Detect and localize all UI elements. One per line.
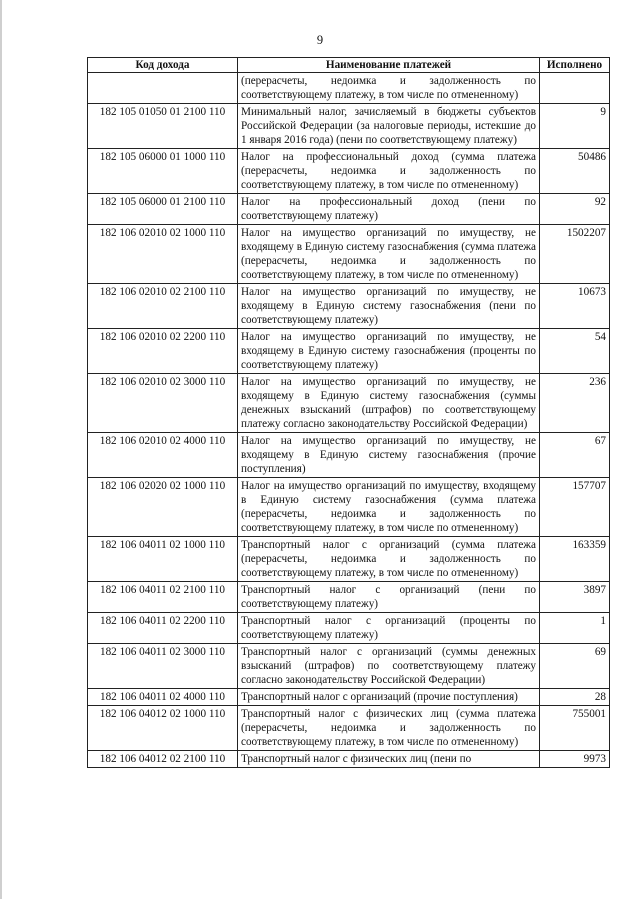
name-cell: Транспортный налог с организаций (сумма платежа (перерасчеты, недоимка и задолженность по соответствующему платежу, в том числе по отмененному) — [238, 537, 540, 582]
code-cell: 182 105 06000 01 1000 110 — [88, 149, 238, 194]
code-cell: 182 106 04011 02 4000 110 — [88, 689, 238, 706]
code-cell — [88, 73, 238, 104]
done-cell: 67 — [540, 433, 610, 478]
header-done: Исполнено — [540, 58, 610, 73]
done-cell: 1502207 — [540, 225, 610, 284]
done-cell: 69 — [540, 644, 610, 689]
code-cell: 182 106 04011 02 1000 110 — [88, 537, 238, 582]
scan-edge — [0, 0, 2, 899]
name-cell: Транспортный налог с организаций (суммы денежных взысканий (штрафов) по соответствующему платежу согласно законодательству Российской Федерации) — [238, 644, 540, 689]
name-cell: Минимальный налог, зачисляемый в бюджеты субъектов Российской Федерации (за налоговые периоды, истекшие до 1 января 2016 года) (пени по соответствующему платежу) — [238, 104, 540, 149]
header-name: Наименование платежей — [238, 58, 540, 73]
name-cell: Налог на имущество организаций по имуществу, входящему в Единую систему газоснабжения (сумма платежа (перерасчеты, недоимка и задолженность по соответствующему платежу, в том числе по отмененному) — [238, 478, 540, 537]
table-row — [88, 433, 610, 478]
code-cell: 182 106 02020 02 1000 110 — [88, 478, 238, 537]
name-cell: Налог на имущество организаций по имуществу, не входящему в Единую систему газоснабжения (суммы денежных взысканий (штрафов) по соответствующему платежу согласно законодательству Российской Федерации) — [238, 374, 540, 433]
code-cell: 182 106 04011 02 3000 110 — [88, 644, 238, 689]
code-cell: 182 106 02010 02 1000 110 — [88, 225, 238, 284]
table-row — [88, 751, 610, 768]
header-row — [88, 58, 610, 73]
name-cell: Транспортный налог с организаций (пени по соответствующему платежу) — [238, 582, 540, 613]
table-row — [88, 284, 610, 329]
name-cell: Налог на имущество организаций по имуществу, не входящему в Единую систему газоснабжения (сумма платежа (перерасчеты, недоимка и задолженность по соответствующему платежу, в том числе по отмененному) — [238, 225, 540, 284]
table-row — [88, 706, 610, 751]
table-row — [88, 613, 610, 644]
page-number: 9 — [316, 33, 324, 47]
done-cell: 9 — [540, 104, 610, 149]
code-cell: 182 106 04011 02 2100 110 — [88, 582, 238, 613]
code-cell: 182 106 02010 02 2100 110 — [88, 284, 238, 329]
name-cell: Налог на имущество организаций по имуществу, не входящему в Единую систему газоснабжения (пени по соответствующему платежу) — [238, 284, 540, 329]
table-row — [88, 194, 610, 225]
name-cell: Налог на имущество организаций по имуществу, не входящему в Единую систему газоснабжения (проценты по соответствующему платежу) — [238, 329, 540, 374]
code-cell: 182 106 02010 02 2200 110 — [88, 329, 238, 374]
name-cell: Налог на имущество организаций по имуществу, не входящему в Единую систему газоснабжения (прочие поступления) — [238, 433, 540, 478]
table-row — [88, 149, 610, 194]
table-row — [88, 329, 610, 374]
name-cell: Транспортный налог с организаций (прочие поступления) — [238, 689, 540, 706]
code-cell: 182 106 02010 02 3000 110 — [88, 374, 238, 433]
done-cell: 1 — [540, 613, 610, 644]
table-row — [88, 374, 610, 433]
name-cell: Налог на профессиональный доход (пени по соответствующему платежу) — [238, 194, 540, 225]
name-cell: Транспортный налог с физических лиц (пени по — [238, 751, 540, 768]
name-cell: Налог на профессиональный доход (сумма платежа (перерасчеты, недоимка и задолженность по соответствующему платежу, в том числе по отмененному) — [238, 149, 540, 194]
table-row — [88, 537, 610, 582]
name-cell: Транспортный налог с физических лиц (сумма платежа (перерасчеты, недоимка и задолженность по соответствующему платежу, в том числе по отмененному) — [238, 706, 540, 751]
done-cell: 755001 — [540, 706, 610, 751]
name-cell: (перерасчеты, недоимка и задолженность по соответствующему платежу, в том числе по отмененному) — [238, 73, 540, 104]
done-cell: 50486 — [540, 149, 610, 194]
code-cell: 182 106 04012 02 2100 110 — [88, 751, 238, 768]
table-body — [88, 73, 610, 768]
code-cell: 182 105 06000 01 2100 110 — [88, 194, 238, 225]
done-cell: 157707 — [540, 478, 610, 537]
table-row — [88, 104, 610, 149]
table-row — [88, 689, 610, 706]
table-row — [88, 225, 610, 284]
table-row — [88, 73, 610, 104]
done-cell: 28 — [540, 689, 610, 706]
table-row — [88, 478, 610, 537]
done-cell: 10673 — [540, 284, 610, 329]
table-row — [88, 582, 610, 613]
done-cell: 3897 — [540, 582, 610, 613]
name-cell: Транспортный налог с организаций (проценты по соответствующему платежу) — [238, 613, 540, 644]
header-code: Код дохода — [88, 58, 238, 73]
done-cell: 9973 — [540, 751, 610, 768]
code-cell: 182 105 01050 01 2100 110 — [88, 104, 238, 149]
code-cell: 182 106 02010 02 4000 110 — [88, 433, 238, 478]
table-header — [88, 58, 610, 73]
done-cell: 163359 — [540, 537, 610, 582]
table-row — [88, 644, 610, 689]
code-cell: 182 106 04011 02 2200 110 — [88, 613, 238, 644]
done-cell: 236 — [540, 374, 610, 433]
done-cell: 54 — [540, 329, 610, 374]
revenue-table — [87, 57, 610, 768]
code-cell: 182 106 04012 02 1000 110 — [88, 706, 238, 751]
done-cell: 92 — [540, 194, 610, 225]
done-cell — [540, 73, 610, 104]
